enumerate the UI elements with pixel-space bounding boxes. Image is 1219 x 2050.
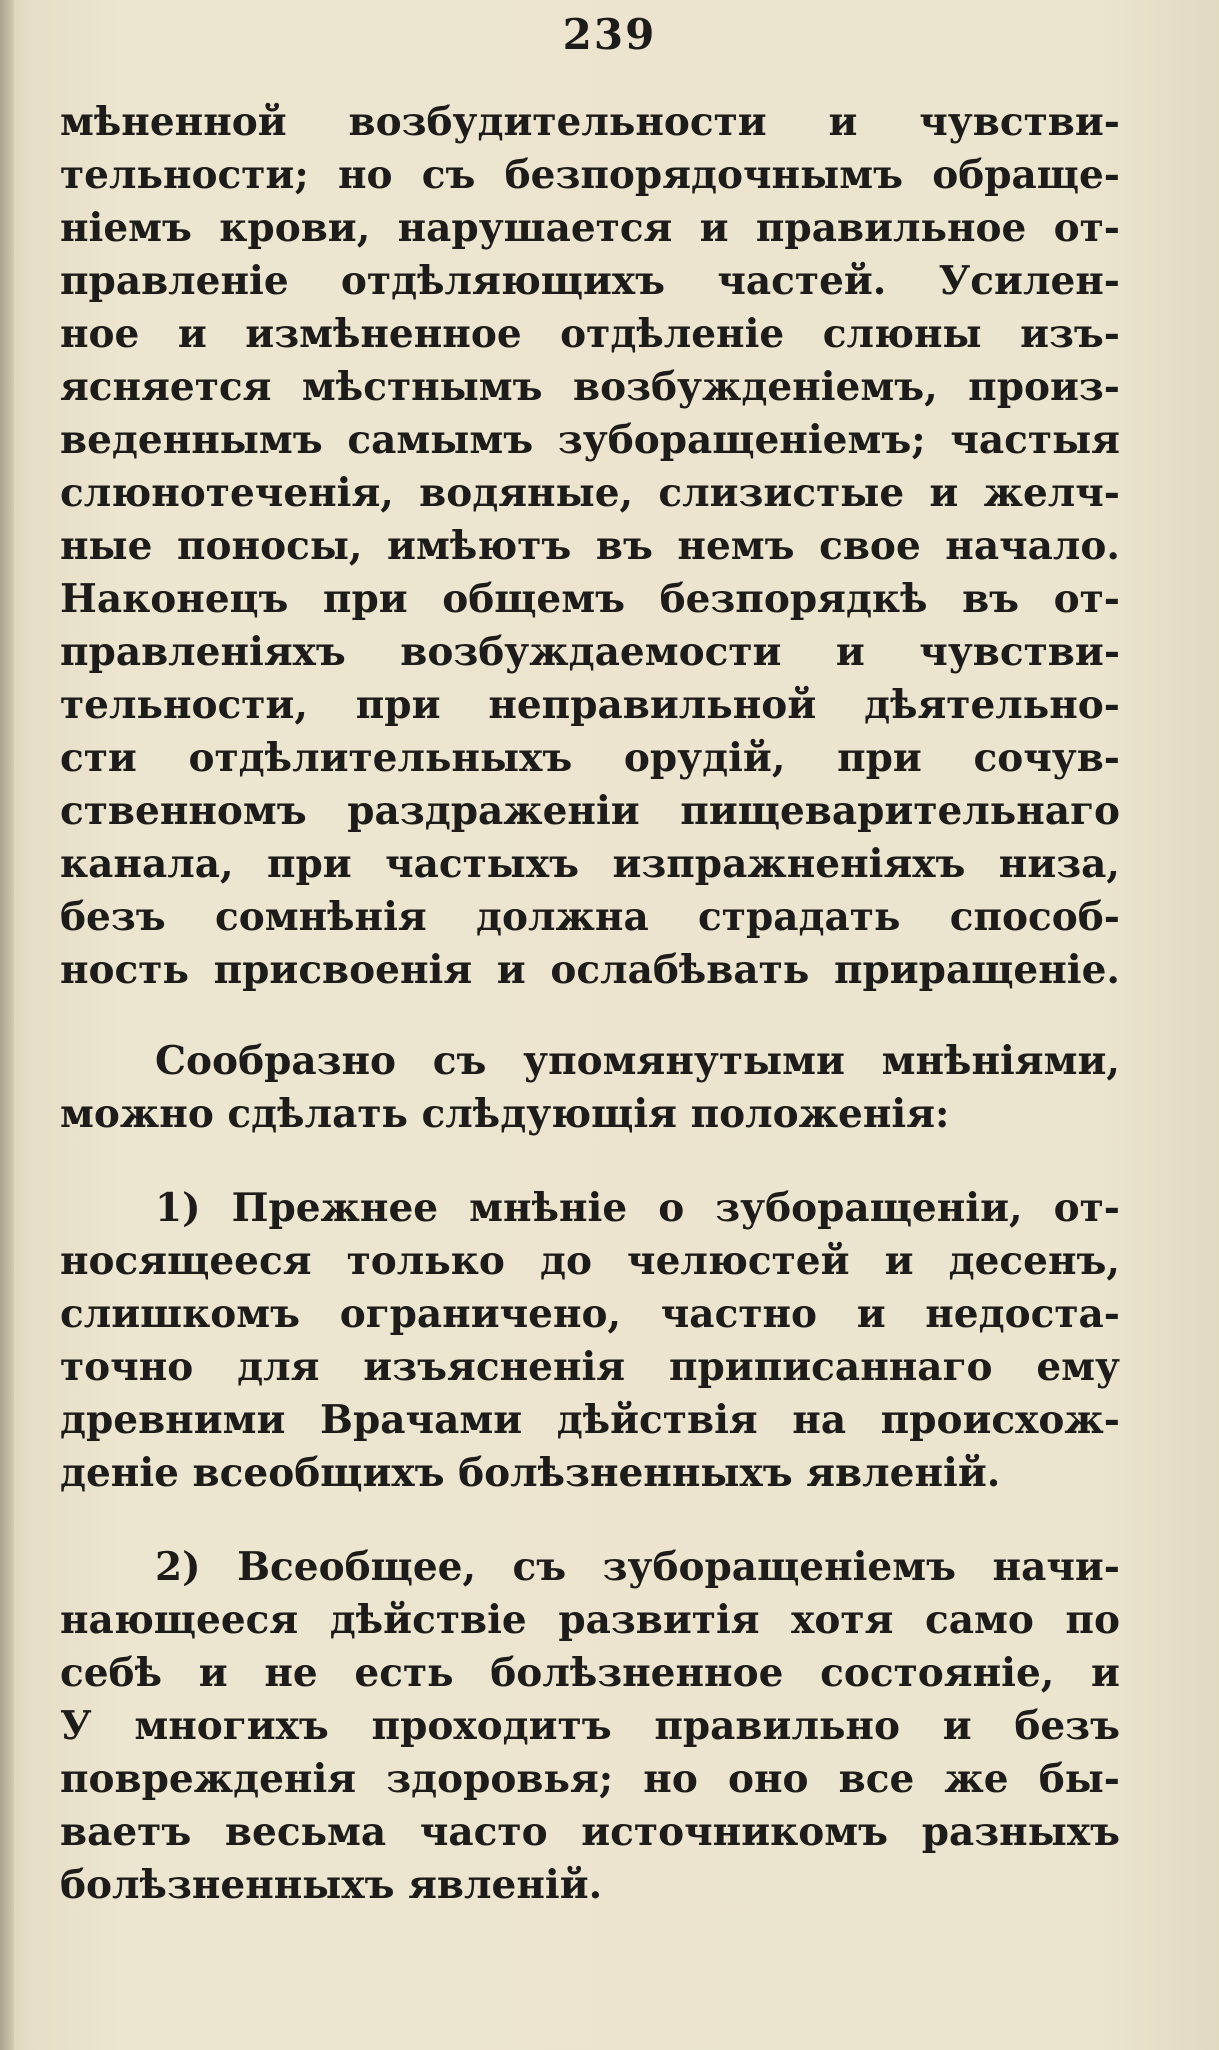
text-line: ясняется мѣстнымъ возбужденіемъ, произ- (60, 364, 1120, 410)
text-line: слишкомъ ограничено, частно и недоста- (60, 1291, 1120, 1337)
text-line: У многихъ проходитъ правильно и безъ (60, 1703, 1120, 1749)
text-line: 2) Всеобщее, съ зуборащеніемъ начи- (155, 1544, 1120, 1590)
page-body (60, 96, 1120, 1912)
text-line: точно для изъясненія приписаннаго ему (60, 1344, 1120, 1390)
text-line: веденнымъ самымъ зуборащеніемъ; частыя (60, 417, 1120, 463)
text-line: древними Врачами дѣйствія на происхож- (60, 1397, 1120, 1443)
text-line: нающееся дѣйствіе развитія хотя само по (60, 1597, 1120, 1643)
text-line: правленіе отдѣляющихъ частей. Усилен- (60, 258, 1120, 304)
text-line: безъ сомнѣнія должна страдать способ- (60, 894, 1120, 940)
text-line: ность присвоенія и ослабѣвать приращеніе. (60, 947, 1120, 993)
paragraph-1 (60, 96, 1120, 997)
text-line: можно сдѣлать слѣдующія положенія: (60, 1091, 950, 1137)
text-line: мѣненной возбудительности и чувстви- (60, 99, 1120, 145)
text-line: ваетъ весьма часто источникомъ разныхъ (60, 1809, 1120, 1855)
text-line: сти отдѣлительныхъ орудій, при сочув- (60, 735, 1120, 781)
text-line: носящееся только до челюстей и десенъ, (60, 1238, 1120, 1284)
text-line: 1) Прежнее мнѣніе о зуборащеніи, от- (155, 1185, 1120, 1231)
text-line: деніе всеобщихъ болѣзненныхъ явленій. (60, 1450, 1001, 1496)
text-line: Наконецъ при общемъ безпорядкѣ въ от- (60, 576, 1120, 622)
text-line: слюнотеченія, водяные, слизистые и желч- (60, 470, 1120, 516)
text-line: себѣ и не есть болѣзненное состояніе, и (60, 1650, 1120, 1696)
text-line: тельности, при неправильной дѣятельно- (60, 682, 1120, 728)
text-line: ное и измѣненное отдѣленіе слюны изъ- (60, 311, 1120, 357)
text-line: канала, при частыхъ изпражненіяхъ низа, (60, 841, 1120, 887)
text-line: ственномъ раздраженіи пищеварительнаго (60, 788, 1120, 834)
text-line: ные поносы, имѣютъ въ немъ свое начало. (60, 523, 1120, 569)
text-line: поврежденія здоровья; но оно все же бы- (60, 1756, 1120, 1802)
text-line: ніемъ крови, нарушается и правильное от- (60, 205, 1120, 251)
paragraph-3 (60, 1182, 1120, 1500)
page-number: 239 (562, 10, 657, 59)
text-line: болѣзненныхъ явленій. (60, 1862, 603, 1908)
text-line: правленіяхъ возбуждаемости и чувстви- (60, 629, 1120, 675)
text-line: тельности; но съ безпорядочнымъ обраще- (60, 152, 1120, 198)
text-line: Сообразно съ упомянутыми мнѣніями, (155, 1038, 1120, 1084)
page-edge-shadow (0, 0, 14, 2050)
paragraph-4 (60, 1541, 1120, 1912)
paragraph-2 (60, 1035, 1120, 1141)
